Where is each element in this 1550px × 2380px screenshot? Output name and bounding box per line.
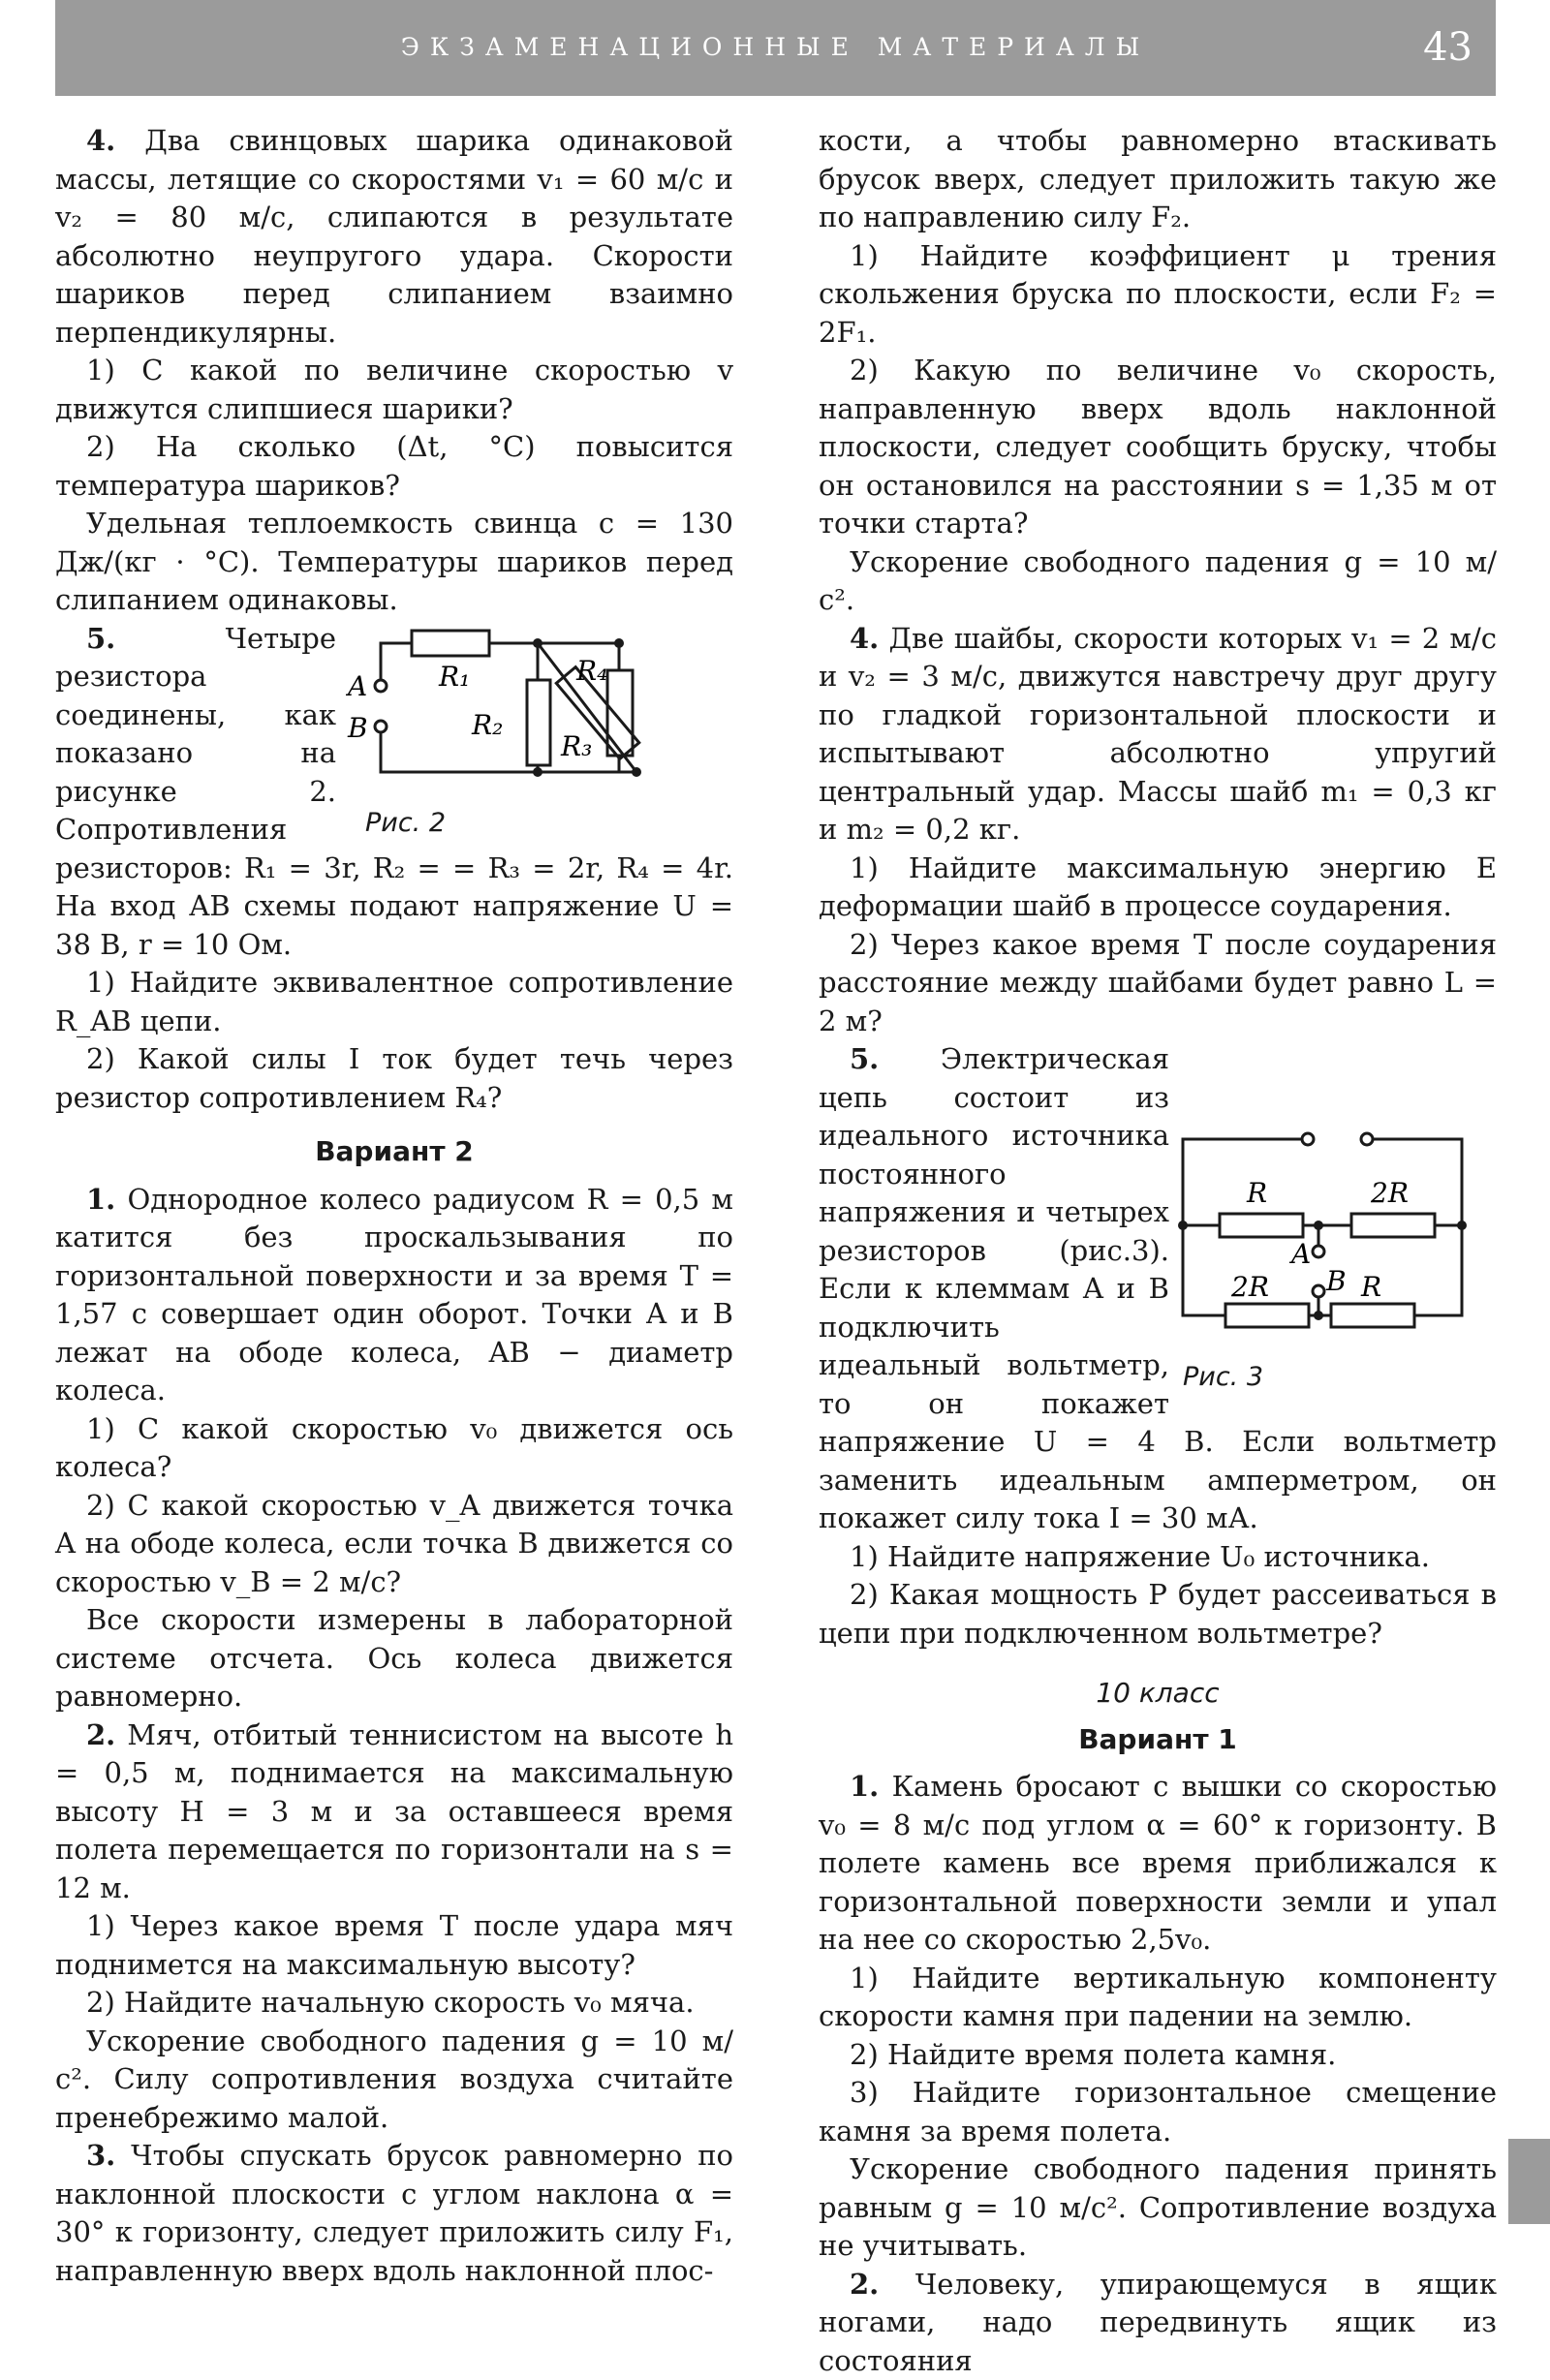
problem-number: 1.	[850, 1770, 879, 1803]
question: 1) Найдите вертикальную компоненту скорости камня при падении на землю.	[819, 1960, 1497, 2036]
question: 1) С какой по величине скоростью v движутся слипшиеся шарики?	[55, 352, 733, 428]
terminal-b-label: B	[1325, 1265, 1347, 1297]
problem-text: Два свинцовых шарика одинаковой массы, летящие со скоростями v₁ = 60 м/с и v₂ = 80 м/с, слипаются в результате абсолютно неупругого удара. Скорости шариков перед слипанием взаимно перпендикулярны.	[55, 124, 733, 349]
problem-number: 3.	[86, 2139, 115, 2172]
question: 2) Какая мощность P будет рассеиваться в цепи при подключенном вольтметре?	[819, 1576, 1497, 1653]
question: 2) Найдите начальную скорость v₀ мяча.	[55, 1984, 733, 2023]
problem-text: Однородное колесо радиусом R = 0,5 м катится без проскальзывания по горизонтальной поверхности и за время T = 1,57 с совершает один оборот. Точки A и B лежат на ободе колеса, AB − диаметр колеса.	[55, 1183, 733, 1407]
resistor-label: R	[1360, 1271, 1381, 1303]
left-column	[55, 122, 733, 2290]
figure-2	[346, 620, 733, 845]
question: 1) Найдите максимальную энергию E деформации шайб в процессе соударения.	[819, 850, 1497, 926]
problem-3-continued: кости, а чтобы равномерно втаскивать брусок вверх, следует приложить такую же по направлению силу F₂.	[819, 122, 1497, 237]
problem-text: Чтобы спускать брусок равномерно по наклонной плоскости с углом наклона α = 30° к горизонту, следует приложить силу F₁, направленную вверх вдоль наклонной плос-	[55, 2139, 733, 2287]
problem-note: Ускорение свободного падения g = 10 м/с².	[819, 543, 1497, 620]
problem-number: 4.	[850, 622, 879, 655]
problem-2	[55, 1716, 733, 1908]
problem-2	[819, 2266, 1497, 2380]
class-label: 10 класс	[819, 1674, 1497, 1713]
problem-text: Камень бросают с вышки со скоростью v₀ = 8 м/с под углом α = 60° к горизонту. В полете камень все время приближался к горизонтальной поверхности земли и упал на нее со скоростью 2,5v₀.	[819, 1770, 1497, 1956]
problem-4	[819, 620, 1497, 850]
r1-label: R₁	[438, 661, 470, 693]
figure-3	[1177, 1124, 1497, 1405]
problem-1	[819, 1768, 1497, 1960]
problem-number: 5.	[86, 622, 115, 655]
question: 3) Найдите горизонтальное смещение камня за время полета.	[819, 2074, 1497, 2150]
problem-note: Все скорости измерены в лабораторной системе отсчета. Ось колеса движется равномерно.	[55, 1601, 733, 1716]
question: 2) Какой силы I ток будет течь через резистор сопротивлением R₄?	[55, 1040, 733, 1117]
variant-heading: Вариант 1	[819, 1720, 1497, 1759]
problem-text: Человеку, упирающемуся в ящик ногами, надо передвинуть ящик из состояния	[819, 2268, 1497, 2377]
circuit-diagram-3	[1177, 1124, 1497, 1348]
problem-text: Мяч, отбитый теннисистом на высоте h = 0,5 м, поднимается на максимальную высоту H = 3 м и за оставшееся время полета перемещается по горизонтали на s = 12 м.	[55, 1718, 733, 1904]
page-number: 43	[1423, 25, 1472, 70]
question: 2) Найдите время полета камня.	[819, 2036, 1497, 2075]
right-column	[819, 122, 1497, 2380]
question: 1) С какой скоростью v₀ движется ось колеса?	[55, 1410, 733, 1487]
variant-heading: Вариант 2	[55, 1132, 733, 1171]
problem-note: Удельная теплоемкость свинца c = 130 Дж/(кг · °C). Температуры шариков перед слипанием одинаковы.	[55, 505, 733, 620]
question: 1) Найдите коэффициент μ трения скольжения бруска по плоскости, если F₂ = 2F₁.	[819, 237, 1497, 353]
resistor-label: R	[1246, 1177, 1267, 1209]
terminal-a-label: A	[346, 670, 367, 702]
r4-label: R₄	[575, 655, 607, 687]
problem-text: Электрическая цепь состоит из идеального источника постоянного напряжения и четырех резисторов (рис.3). Если к клеммам A и B подключить идеальный вольтметр, то он покажет напряжение U = 4 В. Если вольтметр заменить идеальным амперметром, он покажет силу тока I = 30 мА.	[819, 1042, 1497, 1534]
question: 2) На сколько (Δt, °C) повысится температура шариков?	[55, 428, 733, 505]
problem-4	[55, 122, 733, 352]
problem-number: 4.	[86, 124, 115, 157]
question: 1) Через какое время T после удара мяч поднимется на максимальную высоту?	[55, 1907, 733, 1984]
problem-number: 2.	[850, 2268, 879, 2301]
figure-3-caption: Рис. 3	[1183, 1358, 1263, 1397]
page-header	[55, 0, 1496, 96]
question: 2) С какой скоростью v_A движется точка A на ободе колеса, если точка B движется со скоростью v_B = 2 м/с?	[55, 1487, 733, 1602]
question: 1) Найдите эквивалентное сопротивление R_AB цепи.	[55, 964, 733, 1040]
header-title: ЭКЗАМЕНАЦИОННЫЕ МАТЕРИАЛЫ	[55, 33, 1496, 61]
problem-text: Две шайбы, скорости которых v₁ = 2 м/с и v₂ = 3 м/с, движутся навстречу друг другу по гладкой горизонтальной плоскости и испытывают абсолютно упругий центральный удар. Массы шайб m₁ = 0,3 кг и m₂ = 0,2 кг.	[819, 622, 1497, 847]
problem-number: 2.	[86, 1718, 115, 1751]
problem-3	[55, 2137, 733, 2290]
figure-2-caption: Рис. 2	[365, 804, 446, 843]
resistor-label: 2R	[1230, 1271, 1269, 1303]
resistor-label: 2R	[1370, 1177, 1409, 1209]
question: 2) Какую по величине v₀ скорость, направленную вверх вдоль наклонной плоскости, следует сообщить бруску, чтобы он остановился на расстоянии s = 1,35 м от точки старта?	[819, 352, 1497, 543]
terminal-a-label: A	[1288, 1238, 1311, 1270]
r2-label: R₂	[471, 709, 503, 741]
r3-label: R₃	[560, 730, 592, 762]
corner-tab	[1508, 2139, 1550, 2224]
question: 1) Найдите напряжение U₀ источника.	[819, 1538, 1497, 1577]
terminal-b-label: B	[347, 712, 368, 744]
problem-note: Ускорение свободного падения g = 10 м/с². Силу сопротивления воздуха считайте пренебрежимо малой.	[55, 2023, 733, 2138]
problem-number: 1.	[86, 1183, 115, 1216]
problem-text: Четыре резистора соединены, как показано на рисунке 2. Сопротивления резисторов: R₁ = 3r, R₂ = = R₃ = 2r, R₄ = 4r. На вход AB схемы подают напряжение U = 38 В, r = 10 Ом.	[55, 622, 733, 961]
problem-1	[55, 1181, 733, 1410]
problem-note: Ускорение свободного падения принять равным g = 10 м/с². Сопротивление воздуха не учитывать.	[819, 2150, 1497, 2266]
problem-number: 5.	[850, 1042, 879, 1075]
question: 2) Через какое время T после соударения расстояние между шайбами будет равно L = 2 м?	[819, 926, 1497, 1041]
